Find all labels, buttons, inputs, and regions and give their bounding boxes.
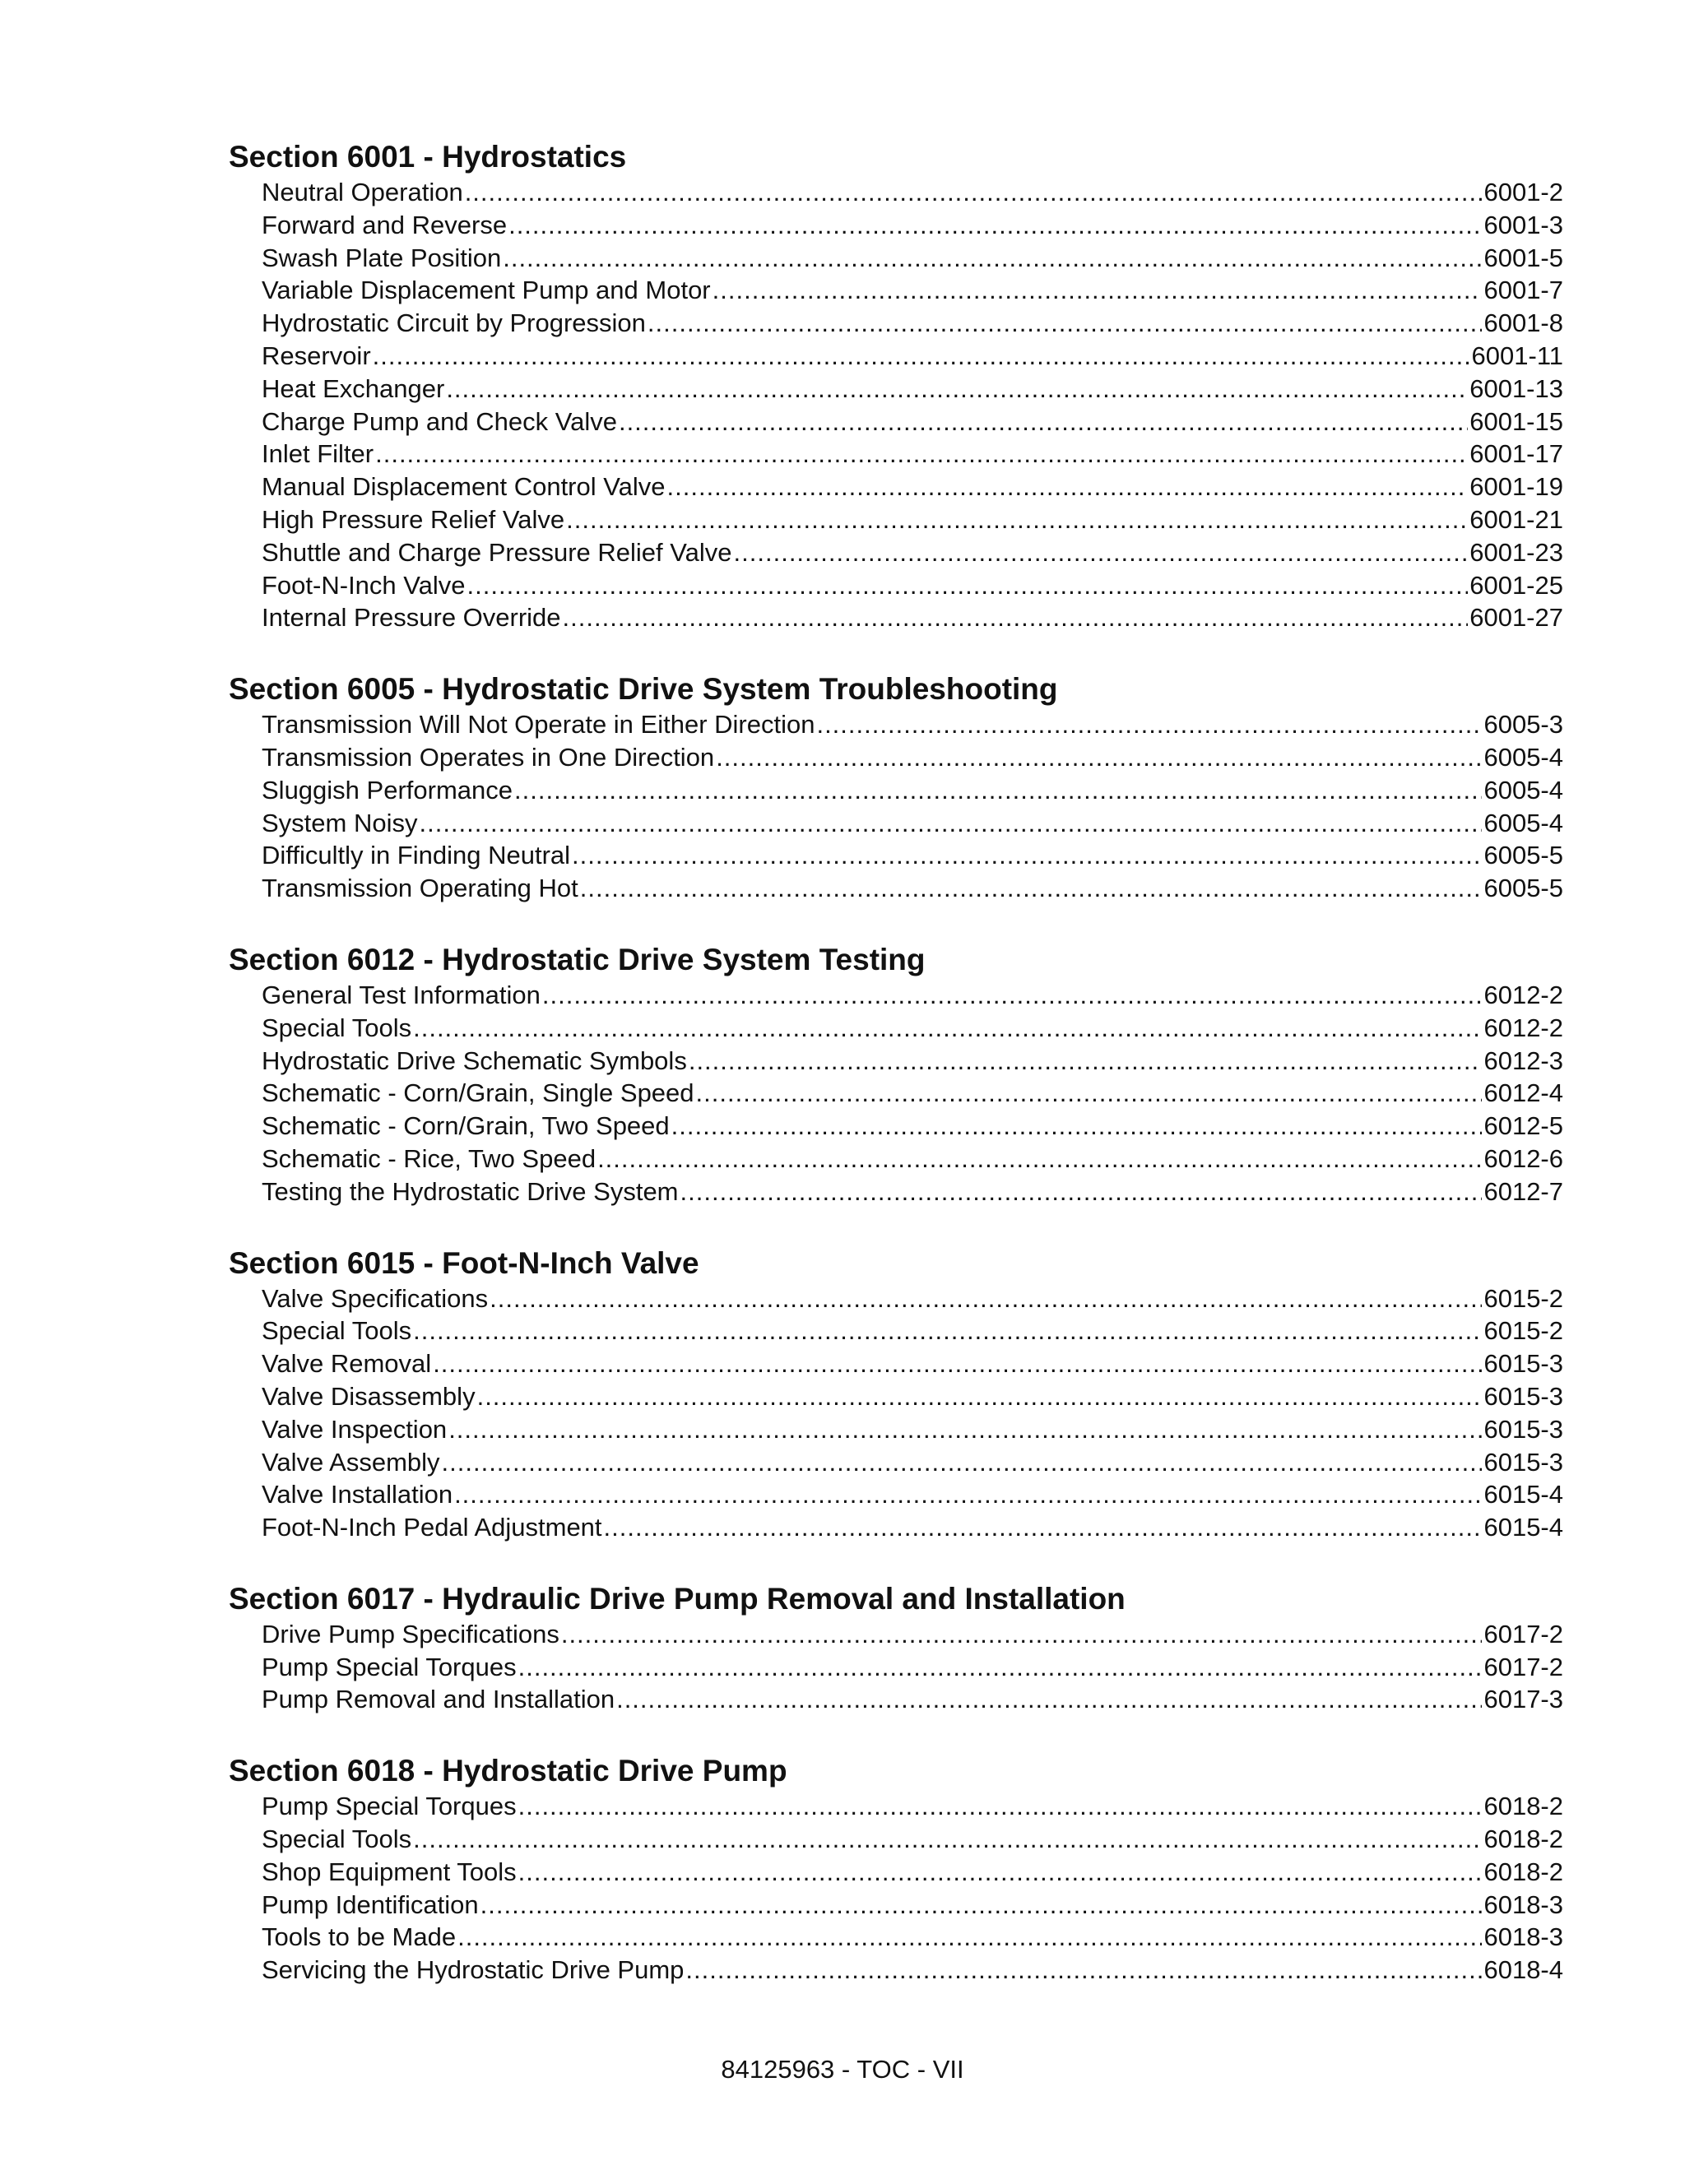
toc-entry[interactable] (262, 373, 1563, 406)
entry-label: Schematic - Corn/Grain, Single Speed (262, 1078, 694, 1108)
toc-entry[interactable] (262, 340, 1563, 373)
entry-page-number: 6017-3 (1483, 1685, 1563, 1714)
toc-section (229, 1580, 1563, 1716)
entry-label: Hydrostatic Drive Schematic Symbols (262, 1046, 687, 1075)
entry-page-number: 6018-2 (1483, 1825, 1563, 1854)
toc-entry[interactable] (262, 1282, 1563, 1315)
toc-entry[interactable] (262, 274, 1563, 307)
section-title: Section 6012 - Hydrostatic Drive System Testing (229, 942, 926, 976)
dot-leader (465, 176, 1483, 209)
toc-entry[interactable] (262, 438, 1563, 471)
entry-label: Manual Displacement Control Valve (262, 472, 666, 502)
entry-page-number: 6018-2 (1483, 1792, 1563, 1821)
dot-leader (433, 1347, 1482, 1380)
toc-entry[interactable] (262, 471, 1563, 503)
section-title: Section 6015 - Foot-N-Inch Valve (229, 1245, 699, 1280)
toc-entry[interactable] (262, 741, 1563, 774)
entry-page-number: 6005-3 (1483, 710, 1563, 740)
dot-leader (566, 503, 1468, 536)
entry-label: System Noisy (262, 808, 418, 837)
entry-page-number: 6012-2 (1483, 980, 1563, 1009)
toc-entry[interactable] (262, 503, 1563, 536)
dot-leader (616, 1683, 1482, 1716)
toc-entry[interactable] (262, 176, 1563, 209)
toc-entry[interactable] (262, 209, 1563, 242)
toc-entry[interactable] (262, 242, 1563, 275)
dot-leader (442, 1446, 1483, 1479)
entry-page-number: 6012-6 (1483, 1143, 1563, 1173)
entry-label: Special Tools (262, 1316, 412, 1346)
dot-leader (518, 1790, 1483, 1823)
toc-entry[interactable] (262, 601, 1563, 634)
toc-entry[interactable] (262, 1856, 1563, 1889)
entry-page-number: 6001-13 (1469, 373, 1563, 403)
section-entries (229, 708, 1563, 905)
toc-entry[interactable] (262, 1651, 1563, 1684)
dot-leader (685, 1954, 1482, 1987)
dot-leader (696, 1077, 1483, 1110)
dot-leader (518, 1856, 1483, 1889)
toc-entry[interactable] (262, 1110, 1563, 1143)
entry-page-number: 6017-2 (1483, 1652, 1563, 1681)
toc-entry[interactable] (262, 1683, 1563, 1716)
dot-leader (713, 274, 1483, 307)
entry-label: Reservoir (262, 341, 371, 370)
entry-label: Swash Plate Position (262, 243, 502, 272)
toc-entry[interactable] (262, 872, 1563, 905)
dot-leader (716, 741, 1482, 774)
entry-label: Pump Identification (262, 1890, 479, 1919)
dot-leader (419, 807, 1482, 840)
toc-entry[interactable] (262, 1921, 1563, 1954)
dot-leader (413, 1315, 1482, 1347)
entry-page-number: 6001-3 (1483, 210, 1563, 239)
toc-entry[interactable] (262, 1618, 1563, 1651)
entry-page-number: 6001-2 (1483, 178, 1563, 206)
toc-entry[interactable] (262, 1790, 1563, 1823)
entry-label: Pump Removal and Installation (262, 1685, 615, 1714)
section-title: Section 6005 - Hydrostatic Drive System Troubleshooting (229, 672, 1058, 707)
entry-page-number: 6001-19 (1469, 472, 1563, 502)
toc-entry[interactable] (262, 1175, 1563, 1208)
dot-leader (480, 1889, 1483, 1922)
entry-page-number: 6017-2 (1483, 1619, 1563, 1648)
dot-leader (542, 979, 1483, 1012)
entry-label: Special Tools (262, 1825, 412, 1854)
dot-leader (563, 601, 1469, 634)
dot-leader (457, 1921, 1482, 1954)
entry-label: Shuttle and Charge Pressure Relief Valve (262, 537, 732, 567)
entry-page-number: 6012-7 (1483, 1176, 1563, 1206)
entry-page-number: 6018-4 (1483, 1955, 1563, 1985)
entry-label: Sluggish Performance (262, 775, 513, 805)
dot-leader (580, 872, 1483, 905)
entry-page-number: 6015-3 (1483, 1349, 1563, 1379)
toc-entry[interactable] (262, 307, 1563, 340)
dot-leader (689, 1045, 1483, 1078)
entry-page-number: 6018-2 (1483, 1857, 1563, 1886)
dot-leader (373, 340, 1470, 373)
entry-page-number: 6015-4 (1483, 1480, 1563, 1509)
toc-section (229, 1752, 1563, 1987)
dot-leader (648, 307, 1483, 340)
toc-entry[interactable] (262, 807, 1563, 840)
entry-page-number: 6018-3 (1483, 1890, 1563, 1919)
toc-entry[interactable] (262, 1143, 1563, 1175)
entry-label: Pump Special Torques (262, 1792, 517, 1821)
entry-label: Servicing the Hydrostatic Drive Pump (262, 1955, 685, 1985)
entry-page-number: 6012-3 (1483, 1046, 1563, 1075)
entry-label: Testing the Hydrostatic Drive System (262, 1176, 679, 1206)
dot-leader (734, 536, 1469, 569)
page-footer: 84125963 - TOC - VII (721, 2055, 964, 2084)
dot-leader (446, 373, 1468, 406)
entry-page-number: 6001-8 (1483, 308, 1563, 338)
section-title: Section 6001 - Hydrostatics (229, 140, 627, 174)
entry-label: Valve Disassembly (262, 1381, 476, 1411)
dot-leader (816, 708, 1482, 741)
entry-page-number: 6001-11 (1471, 341, 1563, 370)
dot-leader (597, 1143, 1482, 1175)
entry-label: Valve Assembly (262, 1447, 440, 1477)
dot-leader (413, 1012, 1482, 1045)
entry-page-number: 6005-5 (1483, 874, 1563, 903)
entry-label: Transmission Operates in One Direction (262, 742, 715, 772)
entry-page-number: 6015-3 (1483, 1381, 1563, 1411)
dot-leader (518, 1651, 1483, 1684)
entry-label: Tools to be Made (262, 1922, 457, 1952)
entry-page-number: 6005-4 (1483, 808, 1563, 837)
entry-label: Schematic - Rice, Two Speed (262, 1143, 596, 1173)
entry-label: Hydrostatic Circuit by Progression (262, 308, 646, 338)
toc-entry[interactable] (262, 1347, 1563, 1380)
toc-entry[interactable] (262, 774, 1563, 807)
dot-leader (667, 471, 1469, 503)
entry-page-number: 6015-4 (1483, 1513, 1563, 1542)
toc-entry[interactable] (262, 1012, 1563, 1045)
toc-entry[interactable] (262, 1315, 1563, 1347)
entry-label: Transmission Will Not Operate in Either Direction (262, 710, 815, 740)
entry-page-number: 6001-5 (1483, 243, 1563, 272)
entry-page-number: 6001-25 (1469, 570, 1563, 600)
dot-leader (477, 1380, 1483, 1413)
dot-leader (454, 1478, 1482, 1511)
entry-label: Valve Specifications (262, 1283, 489, 1313)
entry-label: Inlet Filter (262, 439, 374, 469)
dot-leader (375, 438, 1468, 471)
toc-entry[interactable] (262, 1380, 1563, 1413)
entry-label: Forward and Reverse (262, 210, 508, 239)
toc-section (229, 941, 1563, 1208)
section-title: Section 6018 - Hydrostatic Drive Pump (229, 1754, 787, 1788)
entry-page-number: 6001-23 (1469, 537, 1563, 567)
toc-entry[interactable] (262, 708, 1563, 741)
entry-label: Foot-N-Inch Valve (262, 570, 466, 600)
entry-page-number: 6018-3 (1483, 1922, 1563, 1952)
entry-page-number: 6001-15 (1469, 406, 1563, 436)
dot-leader (619, 406, 1468, 438)
entry-page-number: 6012-4 (1483, 1078, 1563, 1108)
entry-label: Schematic - Corn/Grain, Two Speed (262, 1111, 670, 1141)
entry-page-number: 6015-3 (1483, 1447, 1563, 1477)
entry-label: Heat Exchanger (262, 373, 445, 403)
entry-page-number: 6012-5 (1483, 1111, 1563, 1141)
toc-entry[interactable] (262, 839, 1563, 872)
entry-label: Valve Inspection (262, 1414, 448, 1444)
section-entries (229, 1790, 1563, 1987)
section-title: Section 6017 - Hydraulic Drive Pump Removal and Installation (229, 1581, 1126, 1616)
toc-entry[interactable] (262, 536, 1563, 569)
toc-entry[interactable] (262, 569, 1563, 602)
entry-label: Transmission Operating Hot (262, 874, 578, 903)
toc-entry[interactable] (262, 1446, 1563, 1479)
entry-label: General Test Information (262, 980, 541, 1009)
dot-leader (490, 1282, 1482, 1315)
dot-leader (448, 1413, 1482, 1446)
toc-entry[interactable] (262, 979, 1563, 1012)
entry-page-number: 6012-2 (1483, 1013, 1563, 1042)
toc-entry[interactable] (262, 1511, 1563, 1544)
entry-page-number: 6005-4 (1483, 775, 1563, 805)
entry-page-number: 6005-5 (1483, 841, 1563, 870)
entry-label: Valve Installation (262, 1480, 453, 1509)
toc-entry[interactable] (262, 1889, 1563, 1922)
dot-leader (561, 1618, 1483, 1651)
dot-leader (680, 1175, 1483, 1208)
toc-section (229, 1245, 1563, 1544)
toc-entry[interactable] (262, 1077, 1563, 1110)
section-entries (229, 1282, 1563, 1544)
section-entries (229, 1618, 1563, 1716)
toc-section (229, 670, 1563, 905)
entry-label: Internal Pressure Override (262, 603, 561, 633)
toc-section (229, 138, 1563, 634)
entry-label: Drive Pump Specifications (262, 1619, 559, 1648)
toc-entry[interactable] (262, 1045, 1563, 1078)
section-entries (229, 176, 1563, 634)
entry-label: Special Tools (262, 1013, 412, 1042)
dot-leader (467, 569, 1469, 602)
toc-entry[interactable] (262, 1413, 1563, 1446)
entry-page-number: 6001-27 (1469, 603, 1563, 633)
section-entries (229, 979, 1563, 1208)
entry-label: Valve Removal (262, 1349, 432, 1379)
entry-label: Neutral Operation (262, 178, 463, 206)
entry-label: High Pressure Relief Valve (262, 504, 565, 534)
toc-entry[interactable] (262, 1954, 1563, 1987)
entry-label: Shop Equipment Tools (262, 1857, 517, 1886)
dot-leader (604, 1511, 1483, 1544)
entry-label: Pump Special Torques (262, 1652, 517, 1681)
dot-leader (413, 1823, 1482, 1856)
entry-page-number: 6001-21 (1469, 504, 1563, 534)
dot-leader (572, 839, 1482, 872)
entry-page-number: 6005-4 (1483, 742, 1563, 772)
toc-entry[interactable] (262, 1478, 1563, 1511)
entry-label: Difficultly in Finding Neutral (262, 841, 571, 870)
entry-page-number: 6015-2 (1483, 1283, 1563, 1313)
entry-page-number: 6015-3 (1483, 1414, 1563, 1444)
dot-leader (508, 209, 1482, 242)
entry-page-number: 6001-17 (1469, 439, 1563, 469)
dot-leader (503, 242, 1482, 275)
entry-page-number: 6015-2 (1483, 1316, 1563, 1346)
toc-entry[interactable] (262, 406, 1563, 438)
entry-label: Charge Pump and Check Valve (262, 406, 617, 436)
toc-entry[interactable] (262, 1823, 1563, 1856)
dot-leader (514, 774, 1482, 807)
dot-leader (671, 1110, 1483, 1143)
entry-page-number: 6001-7 (1483, 276, 1563, 305)
entry-label: Variable Displacement Pump and Motor (262, 276, 711, 305)
entry-label: Foot-N-Inch Pedal Adjustment (262, 1513, 602, 1542)
table-of-contents (229, 138, 1563, 2023)
